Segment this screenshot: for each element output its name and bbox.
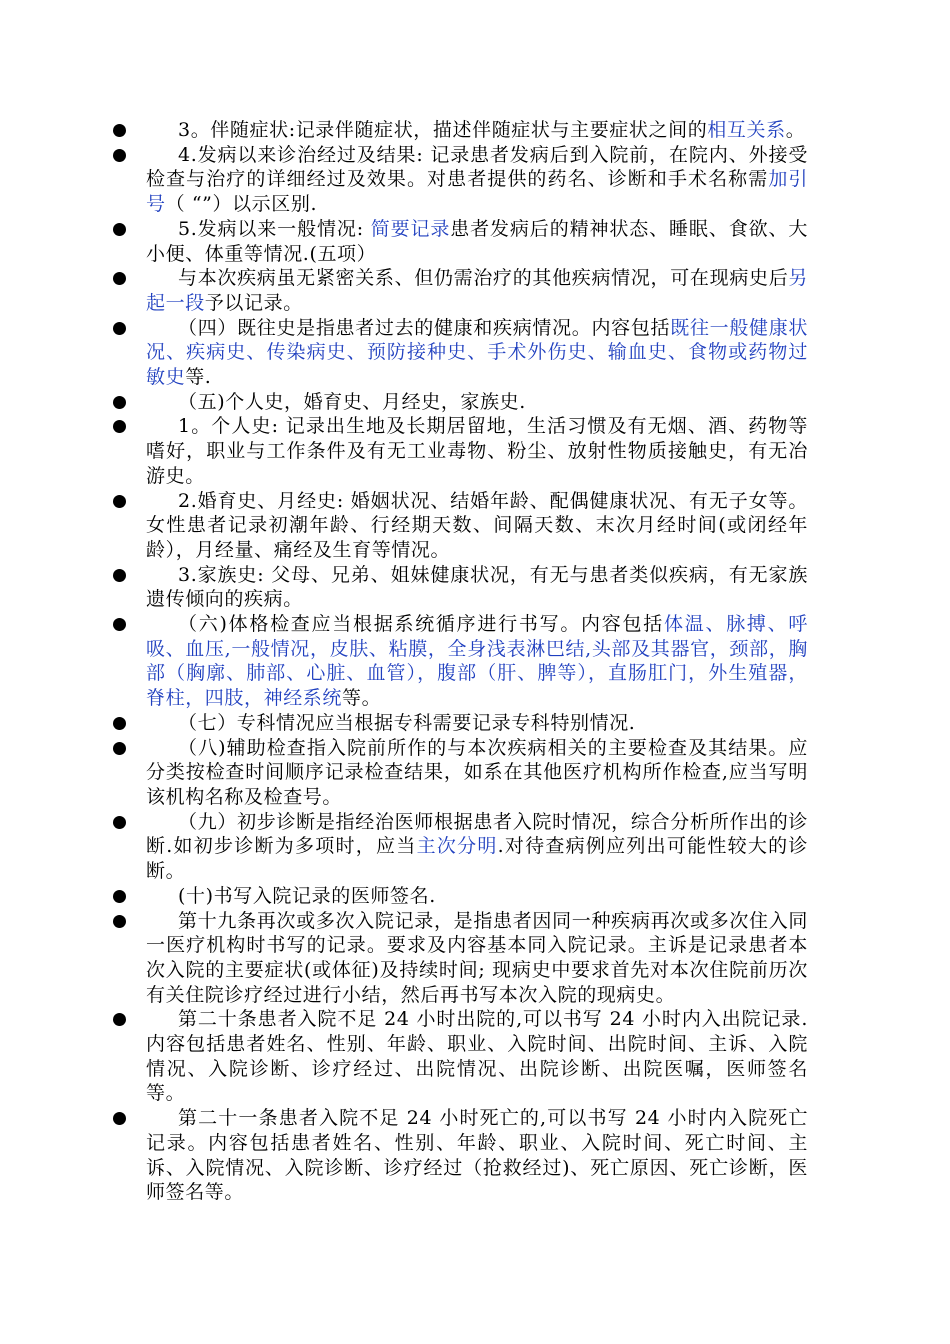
paragraph-text [146, 414, 808, 488]
text-run: 5.发病以来一般情况: [178, 217, 371, 240]
paragraph-text [146, 316, 808, 390]
bullet-dot-icon [113, 1013, 126, 1026]
bullet-paragraph [0, 563, 808, 612]
paragraph-text [146, 810, 808, 884]
text-run: 2.婚育史、月经史: 婚姻状况、结婚年龄、配偶健康状况、有无子女等。女性患者记录初潮年龄、行经期天数、间隔天数、末次月经时间(或闭经年龄），月经量、痛经及生育等情况。 [146, 489, 808, 561]
bullet-dot-icon [113, 272, 126, 285]
text-run: 4.发病以来诊治经过及结果: 记录患者发病后到入院前，在院内、外接受检查与治疗的详细经过及效果。对患者提供的药名、诊断和手术名称需 [146, 143, 808, 191]
bullet-paragraph [0, 217, 808, 266]
bullet-paragraph [0, 316, 808, 390]
highlighted-term: 简要记录 [370, 217, 451, 240]
text-run: 第二十条患者入院不足 24 小时出院的,可以书写 24 小时内入出院记录.内容包括患者姓名、性别、年龄、职业、入院时间、出院时间、主诉、入院情况、入院诊断、诊疗经过、出院情况、出院诊断、出院医嘱，医师签名等。 [146, 1008, 808, 1105]
paragraph-text [146, 390, 808, 415]
highlighted-term: 体温、脉搏、呼吸、血压,一般情况，皮肤、粘膜，全身浅表淋巴结,头部及其器官，颈部，胸部（胸廓、肺部、心脏、血管），腹部（肝、脾等），直肠肛门，外生殖器，脊柱，四肢，神经系统 [146, 613, 808, 710]
highlighted-term: 另起一段 [146, 267, 808, 314]
text-run: 3。伴随症状:记录伴随症状，描述伴随症状与主要症状之间的 [178, 119, 708, 141]
bullet-paragraph [0, 489, 808, 563]
bullet-paragraph [0, 414, 808, 488]
paragraph-text [146, 612, 808, 711]
bullet-paragraph [0, 143, 808, 217]
text-run: 第十九条再次或多次入院记录，是指患者因同一种疾病再次或多次住入同一医疗机构时书写的记录。要求及内容基本同入院记录。主诉是记录患者本次入院的主要症状(或体征)及持续时间; 现病史中要求首先对本次住院前历次有关住院诊疗经过进行小结，然后再书写本次入院的现病史。 [146, 909, 808, 1006]
text-run: .对待查病例应列出可能性较大的诊断。 [146, 835, 808, 883]
bullet-dot-icon [113, 495, 126, 508]
bullet-paragraph [0, 1007, 808, 1106]
text-run: 3.家族史: 父母、兄弟、姐妹健康状况，有无与患者类似疾病，有无家族遗传倾向的疾病。 [146, 563, 808, 611]
bullet-dot-icon [113, 890, 126, 903]
paragraph-text [146, 217, 808, 266]
paragraph-text [146, 266, 808, 315]
text-run: 等。 [342, 687, 382, 710]
text-run: 等. [185, 366, 212, 389]
paragraph-text [146, 143, 808, 217]
highlighted-term: 相互关系 [707, 119, 786, 141]
text-run: (十)书写入院记录的医师签名. [178, 884, 436, 907]
bullet-dot-icon [113, 816, 126, 829]
paragraph-text [146, 563, 808, 612]
bullet-paragraph [0, 884, 808, 909]
paragraph-text [146, 884, 808, 909]
paragraph-text [146, 711, 808, 736]
paragraph-text [146, 118, 808, 143]
bullet-dot-icon [113, 915, 126, 928]
text-run: （五)个人史，婚育史、月经史，家族史. [178, 390, 526, 413]
document-page [0, 118, 950, 1205]
text-run: 1。个人史: 记录出生地及长期居留地，生活习惯及有无烟、酒、药物等嗜好，职业与工作条件及有无工业毒物、粉尘、放射性物质接触史，有无冶游史。 [146, 415, 808, 487]
bullet-dot-icon [113, 1112, 126, 1125]
text-run: （七）专科情况应当根据专科需要记录专科特别情况. [178, 711, 636, 734]
bullet-paragraph [0, 810, 808, 884]
text-run: 与本次疾病虽无紧密关系、但仍需治疗的其他疾病情况，可在现病史后 [178, 267, 789, 290]
bullet-paragraph [0, 390, 808, 415]
bullet-dot-icon [113, 618, 126, 631]
bullet-paragraph [0, 1106, 808, 1205]
text-run: 患者发病后的精神状态、睡眠、食欲、大小便、体重等情况.(五项） [146, 217, 808, 265]
paragraph-text [146, 909, 808, 1008]
text-run: （四）既往史是指患者过去的健康和疾病情况。内容包括 [178, 316, 671, 339]
highlighted-term: 主次分明 [416, 835, 498, 858]
bullet-paragraph [0, 711, 808, 736]
bullet-paragraph [0, 736, 808, 810]
bullet-dot-icon [113, 322, 126, 335]
text-run: 第二十一条患者入院不足 24 小时死亡的,可以书写 24 小时内入院死亡记录。内容包括患者姓名、性别、年龄、职业、入院时间、死亡时间、主诉、入院情况、入院诊断、诊疗经过（抢救经过)、死亡原因、死亡诊断，医师签名等。 [146, 1107, 808, 1204]
bullet-dot-icon [113, 420, 126, 433]
text-run: 予以记录。 [204, 291, 303, 314]
bullet-dot-icon [113, 717, 126, 730]
bullet-paragraph [0, 118, 808, 143]
highlighted-term: 加引号 [146, 168, 809, 216]
paragraph-text [146, 736, 808, 810]
text-run: （六)体格检查应当根据系统循序进行书写。内容包括 [178, 613, 664, 636]
bullet-paragraph [0, 266, 808, 315]
text-run: （九）初步诊断是指经治医师根据患者入院时情况，综合分析所作出的诊断.如初步诊断为多项时，应当 [146, 810, 808, 858]
highlighted-term: 既往一般健康状况、疾病史、传染病史、预防接种史、手术外伤史、输血史、食物或药物过敏史 [146, 316, 808, 389]
paragraph-text [146, 1106, 808, 1205]
bullet-dot-icon [113, 569, 126, 582]
bullet-paragraph [0, 612, 808, 711]
bullet-dot-icon [113, 124, 126, 137]
bullet-dot-icon [113, 223, 126, 236]
bullet-dot-icon [113, 149, 126, 162]
text-run: 。 [785, 119, 806, 141]
text-run: （八)辅助检查指入院前所作的与本次疾病相关的主要检查及其结果。应分类按检查时间顺序记录检查结果，如系在其他医疗机构所作检查,应当写明该机构名称及检查号。 [146, 736, 808, 808]
paragraph-text [146, 1007, 808, 1106]
bullet-dot-icon [113, 396, 126, 409]
bullet-dot-icon [113, 742, 126, 755]
bullet-paragraph [0, 909, 808, 1008]
text-run: （ “”）以示区别. [165, 193, 318, 216]
paragraph-text [146, 489, 808, 563]
